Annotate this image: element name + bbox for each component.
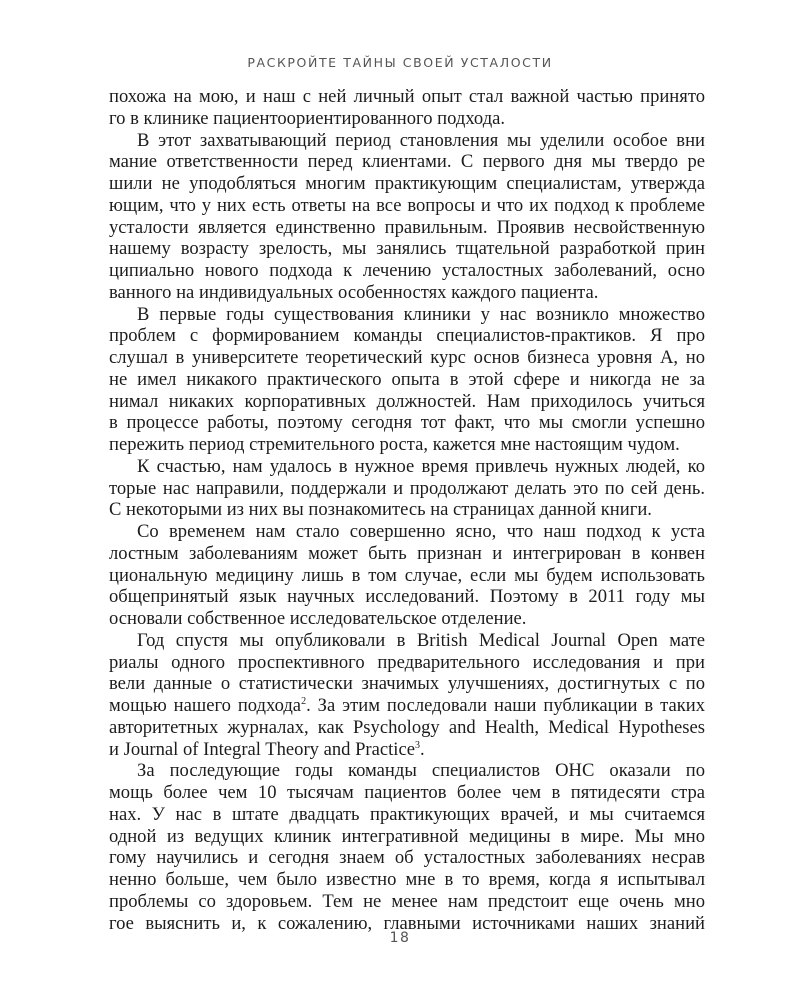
text-segment: . <box>419 738 425 760</box>
text-line: не имел никакого практического опыта в этой сфере и никогда не за <box>109 368 705 390</box>
text-line: слушал в университете теоретический курс основ бизнеса уровня А, но <box>109 347 705 368</box>
paragraph-first-line: Год спустя мы опубликовали в British Medical Journal Open мате <box>137 629 705 651</box>
text-line: проблем с формированием команды специалистов-практиков. Я про <box>109 325 705 347</box>
text-line: мощь более чем 10 тысячам пациентов более чем в пятидесяти стра <box>109 782 705 803</box>
text-line: ненно больше, чем было известно мне в то время, когда я испытывал <box>109 869 705 890</box>
text-segment: . За этим последовали наши публикации в таких <box>306 695 705 716</box>
text-line: пережить период стремительного роста, кажется мне настоящим чудом. <box>109 434 680 455</box>
text-line: С некоторыми из них вы познакомитесь на страницах данной книги. <box>109 499 652 521</box>
text-line: общепринятый язык научных исследований. Поэтому в 2011 году мы <box>109 586 705 608</box>
text-line: нах. У нас в штате двадцать практикующих врачей, и мы считаемся <box>109 803 705 825</box>
text-line: риалы одного проспективного предварительного исследования и при <box>109 651 705 673</box>
running-header: РАСКРОЙТЕ ТАЙНЫ СВОЕЙ УСТАЛОСТИ <box>247 55 553 70</box>
text-line: торые нас направили, поддержали и продолжают делать это по сей день. <box>109 477 705 499</box>
paragraph-first-line: К счастью, нам удалось в нужное время привлечь нужных людей, ко <box>137 455 705 477</box>
text-line: гому научились и сегодня знаем об усталостных заболеваниях несрав <box>109 847 705 869</box>
text-line: проблемы со здоровьем. Тем не менее нам предстоит еще очень мно <box>109 890 705 912</box>
text-line: авторитетных журналах, как Psychology and Health, Medical Hypotheses <box>109 716 705 738</box>
text-line: шили не уподобляться многим практикующим специалистам, утвержда <box>109 173 705 194</box>
text-line-with-footnote <box>109 695 705 717</box>
text-line: вели данные о статистически значимых улучшениях, достигнутых с по <box>109 673 705 695</box>
paragraph-first-line: В первые годы существования клиники у нас возникло множество <box>137 303 705 325</box>
text-line: ванного на индивидуальных особенностях каждого пациента. <box>109 281 599 303</box>
page-number: 18 <box>389 930 411 946</box>
text-line: ципиально нового подхода к лечению усталостных заболеваний, осно <box>109 260 705 281</box>
paragraph-first-line: За последующие годы команды специалистов ОНС оказали по <box>137 760 705 782</box>
text-line: ющим, что у них есть ответы на все вопросы и что их подход к проблеме <box>109 194 705 216</box>
text-segment: и Journal of Integral Theory and Practice <box>109 738 415 760</box>
text-line: похожа на мою, и наш с ней личный опыт стал важной частью принято <box>109 86 705 107</box>
text-line: одной из ведущих клиник интегративной медицины в мире. Мы мно <box>109 825 705 847</box>
text-line: мание ответственности перед клиентами. С первого дня мы твердо ре <box>109 151 705 173</box>
text-line: нашему возрасту зрелость, мы занялись тщательной разработкой прин <box>109 238 705 260</box>
text-line: гое выяснить и, к сожалению, главными источниками наших знаний <box>109 912 705 934</box>
footnote-ref-3[interactable]: 3 <box>414 739 420 751</box>
text-line: основали собственное исследовательское отделение. <box>109 608 527 629</box>
text-segment: мощью нашего подхода <box>109 695 302 716</box>
footnote-ref-2[interactable]: 2 <box>301 695 307 707</box>
text-line: го в клинике пациентоориентированного подхода. <box>109 107 506 129</box>
text-line: нимал никаких корпоративных должностей. Нам приходилось учиться <box>109 390 705 412</box>
text-line: в процессе работы, поэтому сегодня тот факт, что мы смогли успешно <box>109 412 705 434</box>
paragraph-first-line: В этот захватывающий период становления мы уделили особое вни <box>137 129 705 151</box>
text-line: усталости является единственно правильным. Проявив несвойственную <box>109 216 705 238</box>
text-line-with-footnote <box>109 739 705 761</box>
text-line: лостным заболеваниям может быть признан и интегрирован в конвен <box>109 542 705 564</box>
paragraph-first-line: Со временем нам стало совершенно ясно, что наш подход к уста <box>137 521 705 542</box>
text-line: циональную медицину лишь в том случае, если мы будем использовать <box>109 564 705 586</box>
body-text <box>109 86 705 934</box>
